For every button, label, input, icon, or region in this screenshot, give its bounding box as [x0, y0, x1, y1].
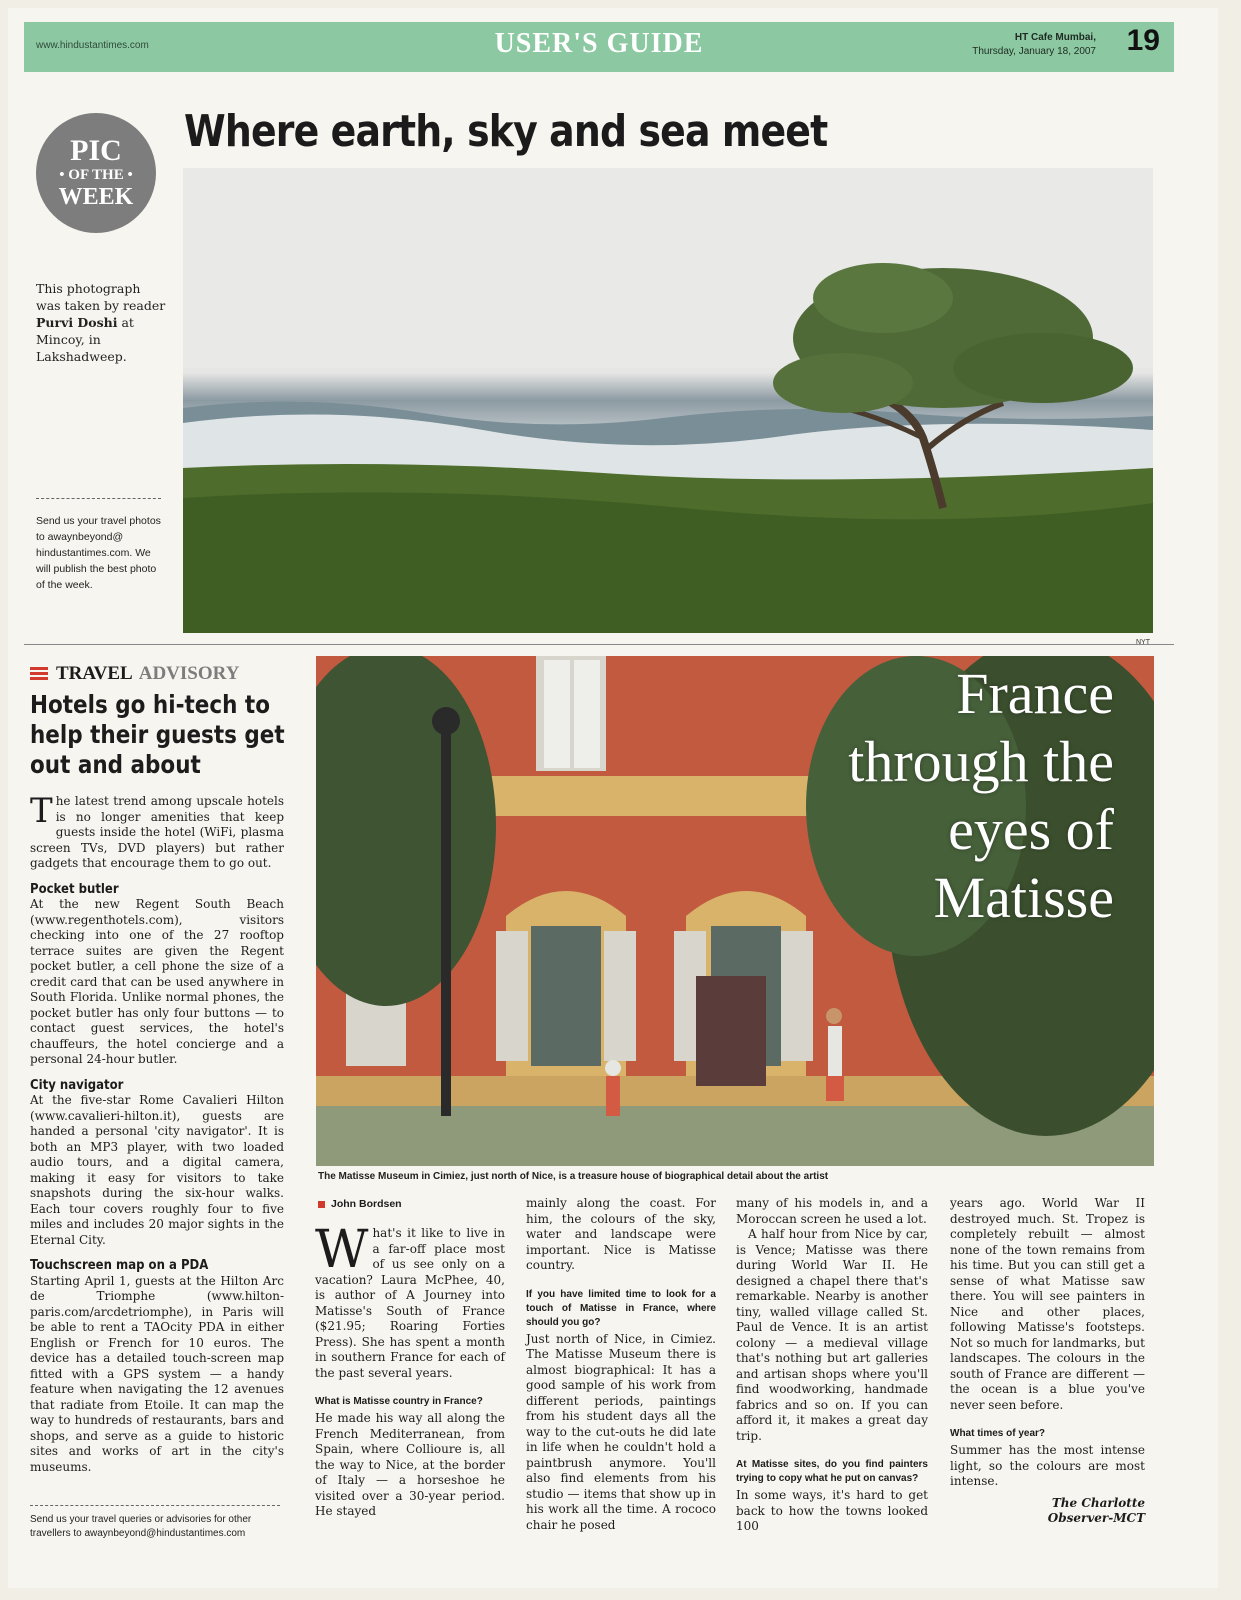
site-url: www.hindustantimes.com [36, 40, 149, 51]
answer-1: He made his way all along the French Mediterranean, from Spain, where Collioure is, all the way to Nice, at the border of Italy — a horseshoe he visited over a 30-year period. He stayed [315, 1411, 505, 1518]
square-bullet-icon [318, 1201, 325, 1208]
drop-cap: W [315, 1220, 369, 1280]
question-2: If you have limited time to look for a touch of Matisse in France, where should you go? [526, 1288, 716, 1328]
travel-advisory-label [30, 663, 239, 685]
article-column-1 [315, 1220, 505, 1520]
article-column-2 [526, 1196, 716, 1533]
photographer-name: Purvi Doshi [36, 315, 118, 330]
subhead-city-navigator: City navigator [30, 1077, 124, 1093]
answer-2-paragraph-2: A half hour from Nice by car, is Vence; Matisse was there during World War II. He designed a chapel there that's remarkable. Nearby is another tiny, walled village called St. Paul de Vence. It is an artist colony — a medieval village that's nothing but art galleries and artisan shops where you'll find woodworking, handmade fabrics and so on. If you can afford it, it makes a great day trip. [736, 1227, 928, 1443]
question-4: What times of year? [950, 1428, 1046, 1439]
divider [30, 1505, 280, 1506]
title-line-4: Matisse [933, 865, 1114, 930]
feature-title [848, 660, 1114, 932]
page-number: 19 [1126, 24, 1160, 57]
question-1: What is Matisse country in France? [315, 1396, 483, 1407]
source-line-1: The Charlotte [1051, 1495, 1145, 1510]
title-line-1: France [956, 661, 1114, 726]
text-city-navigator: At the five-star Rome Cavalieri Hilton (www.cavalieri-hilton.it), guests are handed a personal 'city navigator'. It is both an MP3 player, with two loaded audio tours, and a digital camera, making it easy for visitors to take snapshots during the six-hour walks. Each tour covers roughly four to five miles and includes 20 major sights in the Eternal City. [30, 1093, 284, 1247]
section-rule [24, 644, 1174, 645]
advisory-headline: Hotels go hi-tech to help their guests get out and about [30, 690, 285, 779]
photo-caption [36, 280, 166, 365]
page-header [24, 22, 1174, 72]
badge-line-1: PIC [70, 134, 122, 167]
subhead-pocket-butler: Pocket butler [30, 881, 119, 897]
submit-photos-note: Send us your travel photos to awaynbeyond@ hindustantimes.com. We will publish the best photo of the week. [36, 515, 161, 591]
matisse-museum-photo [316, 656, 1154, 1166]
text-pocket-butler: At the new Regent South Beach (www.regenthotels.com), visitors checking into one of the 27 rooftop terrace suites are given the Regent pocket butler, a cell phone the size of a credit card that can be used anywhere in South Florida. Unlike normal phones, the pocket butler has only four buttons — to contact guest services, the hotel's chauffeurs, the hotel concierge and a personal 24-hour butler. [30, 897, 284, 1066]
source-line-2: Observer-MCT [1047, 1511, 1145, 1525]
pic-of-week-badge [36, 113, 156, 233]
author-name: John Bordsen [331, 1198, 402, 1210]
answer-3: In some ways, it's hard to get back to how the towns looked 100 [736, 1488, 928, 1533]
badge-line-2: • OF THE • [59, 167, 133, 183]
badge-line-3: WEEK [58, 184, 134, 210]
advisory-body [30, 791, 284, 1475]
source-signature [950, 1496, 1145, 1527]
answer-1-continued: mainly along the coast. For him, the colours of the sky, water and landscape were important. Nice is Matisse country. [526, 1196, 716, 1272]
section-title: USER'S GUIDE [494, 28, 704, 59]
intro-text: he latest trend among upscale hotels is no longer amenities that keep guests inside the hotel (WiFi, plasma screen TVs, DVD players) but rather gadgets that encourage them to go out. [30, 794, 284, 870]
seascape-illustration [183, 168, 1153, 633]
edition-date: Thursday, January 18, 2007 [972, 46, 1096, 57]
answer-4: Summer has the most intense light, so the colours are most intense. [950, 1443, 1145, 1488]
title-line-2: through the [848, 729, 1114, 794]
answer-2: Just north of Nice, in Cimiez. The Matisse Museum there is almost biographical: It has a good sample of his work from different periods, paintings from his student days all the way to the cut-outs he did late in life when he couldn't hold a paintbrush anymore. You'll also find elements from his studio — items that show up in his work all the time. A rococo chair he posed [526, 1331, 716, 1532]
museum-photo-caption: The Matisse Museum in Cimiez, just north of Nice, is a treasure house of biographical detail about the artist [318, 1171, 829, 1182]
pic-headline: Where earth, sky and sea meet [184, 106, 828, 157]
caption-text-pre: This photograph was taken by reader [36, 281, 166, 313]
label-travel: TRAVEL [56, 663, 133, 684]
label-advisory: ADVISORY [138, 663, 240, 684]
subhead-touchscreen-map: Touchscreen map on a PDA [30, 1258, 209, 1273]
divider [36, 498, 161, 499]
caption-text-post: at Mincoy, in Lakshadweep. [36, 315, 134, 364]
answer-3-continued: years ago. World War II destroyed much. St. Tropez is completely rebuilt — almost none of the town remains from his time. But you can still get a sense of what Matisse saw there. You will see painters in Nice and other places, following Matisse's footsteps. Not so much for landmarks, but landscapes. The colours in the south of France are different — the ocean is a blue you've never seen before. [950, 1196, 1145, 1412]
byline [318, 1198, 402, 1210]
answer-2-continued: many of his models in, and a Moroccan screen he used a lot. [736, 1196, 928, 1226]
edition-name: HT Cafe Mumbai, [1014, 32, 1096, 43]
stripe-icon [30, 667, 48, 681]
intro-text: hat's it like to live in a far-off place most of us see only on a vacation? Laura McPhee, 40, is author of A Journey into Matisse's South of France ($21.95; Roaring Forties Press). She has spent a month in southern France for each of the past several years. [315, 1226, 505, 1380]
article-column-4 [950, 1196, 1145, 1527]
title-line-3: eyes of [948, 797, 1114, 862]
advisory-intro [30, 791, 284, 872]
article-column-3 [736, 1196, 928, 1535]
edition-info [972, 31, 1096, 59]
photo-credit: NYT [1136, 639, 1150, 646]
advisory-submit-note: Send us your travel queries or advisories for other travellers to awaynbeyond@hindustantimes.com [30, 1514, 252, 1539]
seascape-photo [183, 168, 1153, 633]
drop-cap: T [30, 791, 53, 831]
question-3: At Matisse sites, do you find painters trying to copy what he put on canvas? [736, 1459, 928, 1484]
text-touchscreen-map: Starting April 1, guests at the Hilton Arc de Triomphe (www.hilton-paris.com/arcdetriomphe), in Paris will be able to rent a TAOcity PDA in either English or French for 10 euros. The device has a detailed touch-screen map fitted with a GPS system — a handy feature when navigating the 12 avenues that radiate from Etoile. It can map the way to hundreds of restaurants, bars and shops, and serve as a guide to historic sites and works of art in the city's museums. [30, 1273, 284, 1474]
article-intro [315, 1220, 505, 1381]
newspaper-page [8, 8, 1218, 1588]
